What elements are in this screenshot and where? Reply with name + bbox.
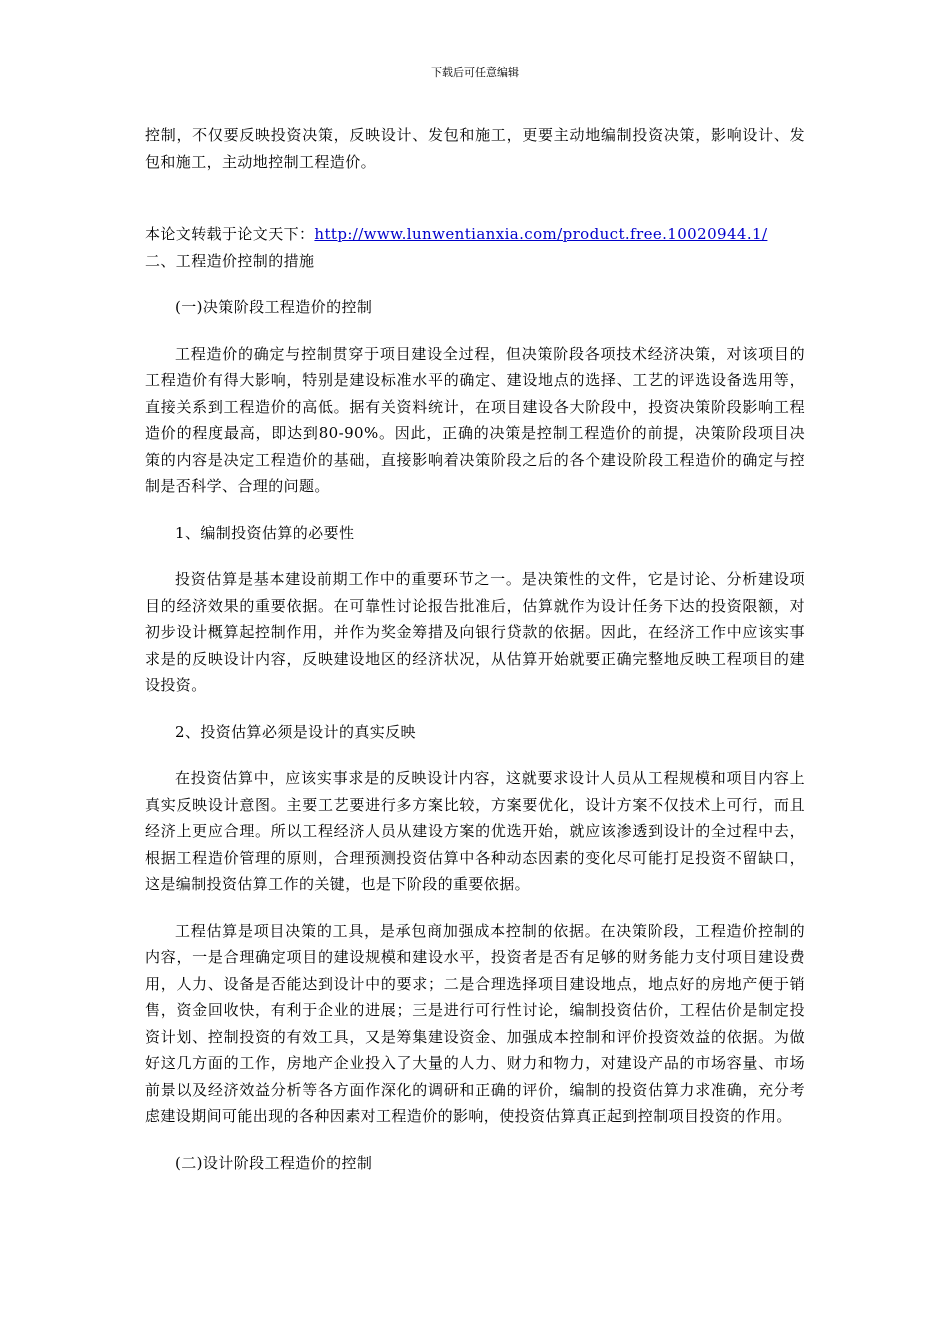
repost-prefix: 本论文转载于论文天下： (145, 225, 315, 243)
subsection-heading-2: (二)设计阶段工程造价的控制 (175, 1153, 373, 1172)
paragraph-item-1: 投资估算是基本建设前期工作中的重要环节之一。是决策性的文件，它是讨论、分析建设项目的经济效果的重要依据。在可靠性讨论报告批准后，估算就作为设计任务下达的投资限额，对初步设计概算起控制作用，并作为奖金筹措及向银行贷款的依据。因此，在经济工作中应该实事求是的反映设计内容，反映建设地区的经济状况，从估算开始就要正确完整地反映工程项目的建设投资。 (145, 570, 805, 694)
subsection-heading-1: (一)决策阶段工程造价的控制 (175, 298, 373, 316)
section-heading-2: 二、工程造价控制的措施 (145, 251, 315, 270)
item-heading-1: 1、编制投资估算的必要性 (175, 523, 355, 542)
paragraph-intro: 控制，不仅要反映投资决策，反映设计、发包和施工，更要主动地编制投资决策，影响设计、发包和施工，主动地控制工程造价。 (145, 126, 805, 171)
item-heading-2: 2、投资估算必须是设计的真实反映 (175, 722, 416, 741)
repost-link[interactable]: http://www.lunwentianxia.com/product.free.10020944.1/ (314, 225, 768, 243)
repost-line (145, 221, 805, 248)
document-body (145, 122, 805, 1176)
paragraph-item-2a: 在投资估算中，应该实事求是的反映设计内容，这就要求设计人员从工程规模和项目内容上真实反映设计意图。主要工艺要进行多方案比较，方案要优化，设计方案不仅技术上可行，而且经济上更应合理。所以工程经济人员从建设方案的优选开始，就应该渗透到设计的全过程中去，根据工程造价管理的原则，合理预测投资估算中各种动态因素的变化尽可能打足投资不留缺口，这是编制投资估算工作的关键，也是下阶段的重要依据。 (145, 769, 805, 893)
page-header-note: 下载后可任意编辑 (431, 66, 519, 79)
paragraph-decision-stage: 工程造价的确定与控制贯穿于项目建设全过程，但决策阶段各项技术经济决策，对该项目的工程造价有得大影响，特别是建设标准水平的确定、建设地点的选择、工艺的评选设备选用等，直接关系到工程造价的高低。据有关资料统计，在项目建设各大阶段中，投资决策阶段影响工程造价的程度最高，即达到80-90%。因此，正确的决策是控制工程造价的前提，决策阶段项目决策的内容是决定工程造价的基础，直接影响着决策阶段之后的各个建设阶段工程造价的确定与控制是否科学、合理的问题。 (145, 344, 805, 495)
paragraph-item-2b: 工程估算是项目决策的工具，是承包商加强成本控制的依据。在决策阶段，工程造价控制的内容，一是合理确定项目的建设规模和建设水平，投资者是否有足够的财务能力支付项目建设费用，人力、设备是否能达到设计中的要求；二是合理选择项目建设地点，地点好的房地产便于销售，资金回收快，有利于企业的进展；三是进行可行性讨论，编制投资估价，工程估价是制定投资计划、控制投资的有效工具，又是筹集建设资金、加强成本控制和评价投资效益的依据。为做好这几方面的工作，房地产企业投入了大量的人力、财力和物力，对建设产品的市场容量、市场前景以及经济效益分析等各方面作深化的调研和正确的评价，编制的投资估算力求准确，充分考虑建设期间可能出现的各种因素对工程造价的影响，使投资估算真正起到控制项目投资的作用。 (145, 921, 805, 1125)
